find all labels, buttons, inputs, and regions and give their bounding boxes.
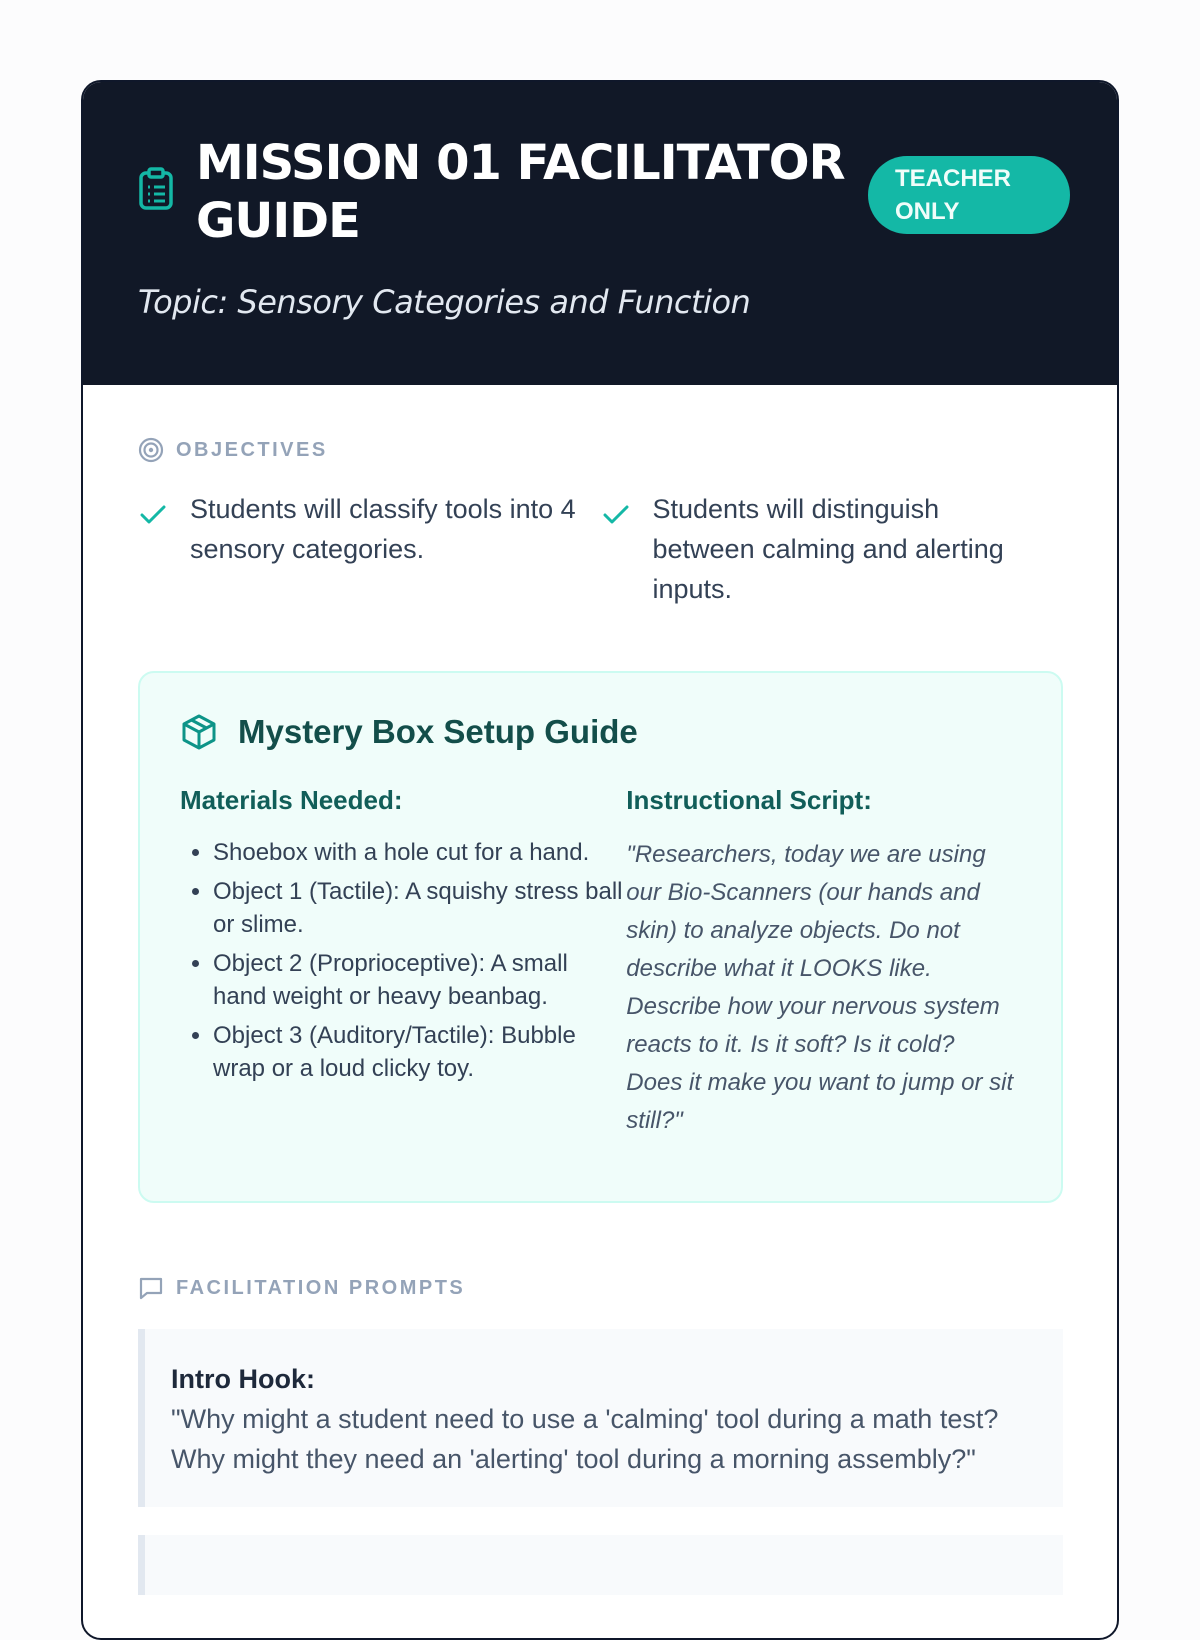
chat-bubble-icon <box>138 1275 164 1301</box>
facilitator-guide-card <box>81 80 1119 1640</box>
script-column <box>626 785 1023 1140</box>
clipboard-icon <box>138 167 174 211</box>
target-icon <box>138 437 164 463</box>
instructional-script: "Researchers, today we are using our Bio-Scanners (our hands and skin) to analyze objects. Do not describe what it LOOKS like. Describe how your nervous system reacts to it. Is it soft? Is it cold? Does it make you want to jump or sit still?" <box>626 841 1014 1134</box>
mystery-box-heading: Mystery Box Setup Guide <box>238 713 638 750</box>
materials-column <box>180 785 626 1140</box>
guide-body <box>83 437 1117 1595</box>
prompts-heading-label: FACILITATION PROMPTS <box>176 1276 466 1299</box>
check-icon <box>601 499 631 529</box>
prompt-card <box>138 1535 1063 1595</box>
objectives-list <box>138 489 1063 609</box>
objective-item <box>601 489 1064 609</box>
objectives-heading-label: OBJECTIVES <box>176 438 328 461</box>
prompts-heading <box>138 1275 1063 1301</box>
package-icon <box>180 713 218 751</box>
topic-subtitle: Topic: Sensory Categories and Function <box>138 283 751 321</box>
prompt-text: "Why might a student need to use a 'calming' tool during a math test? Why might they need an 'alerting' tool during a morning assembly?" <box>171 1404 999 1474</box>
check-icon <box>138 499 168 529</box>
list-item: • Object 2 (Proprioceptive): A small hand weight or heavy beanbag. <box>213 947 626 1013</box>
materials-heading: Materials Needed: <box>180 785 403 815</box>
mystery-box-panel <box>138 671 1063 1203</box>
prompt-label: Intro Hook: <box>171 1364 315 1394</box>
list-item: • Shoebox with a hole cut for a hand. <box>213 836 626 869</box>
prompt-card <box>138 1329 1063 1507</box>
guide-header <box>83 82 1117 385</box>
script-heading: Instructional Script: <box>626 785 872 815</box>
mystery-box-title <box>180 713 1023 751</box>
list-item: • Object 1 (Tactile): A squishy stress ball or slime. <box>213 875 626 941</box>
materials-list <box>180 836 626 1085</box>
page-title: MISSION 01 FACILITATOR GUIDE <box>196 135 845 249</box>
objective-item <box>138 489 601 609</box>
objective-text: Students will distinguish between calming and alerting inputs. <box>652 494 1004 604</box>
list-item: • Object 3 (Auditory/Tactile): Bubble wrap or a loud clicky toy. <box>213 1019 626 1085</box>
teacher-only-badge: TEACHER ONLY <box>868 156 1070 234</box>
objectives-heading <box>138 437 1063 463</box>
objective-text: Students will classify tools into 4 sensory categories. <box>190 494 576 564</box>
